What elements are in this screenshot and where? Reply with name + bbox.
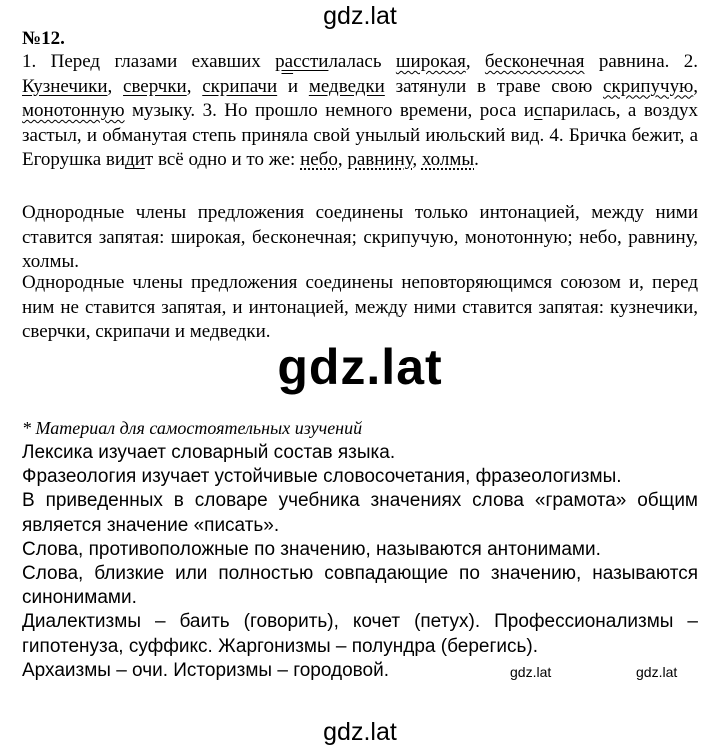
theory-line: Слова, противоположные по значению, называются антонимами. — [22, 538, 601, 560]
watermark-bottom: gdz.lat — [323, 718, 397, 746]
watermark-small-2: gdz.lat — [636, 664, 678, 680]
watermark-large: gdz.lat — [277, 339, 443, 395]
exercise-sentences: 1. Перед глазами ехавших расстилалась широкая, бесконечная равнина. 2. Кузнечики, сверчки, скрипачи и медведки затянули в траве свою скрипучую, монотонную музыку. 3. Но прошло немного времени, роса испарилась, а воздух застыл, и обманутая степь приняла свой унылый июльский вид. 4. Бричка бежит, а Егорушка видит всё одно и то же: небо, равнину, холмы. — [22, 51, 699, 171]
theory-line: Фразеология изучает устойчивые словосочетания, фразеологизмы. — [22, 466, 622, 488]
explanation-intonation: Однородные члены предложения соединены только интонацией, между ними ставится запятая: широкая, бесконечная; скрипучую, монотонную; небо, равнину, холмы. — [22, 202, 698, 273]
theory-line: Слова, близкие или полностью совпадающие по значению, называются синонимами. — [22, 563, 698, 609]
theory-line: Диалектизмы – баить (говорить), кочет (петух). Профессионализмы – гипотенуза, суффикс. Жаргонизмы – полундра (берегись). — [22, 611, 698, 657]
watermark-top: gdz.lat — [323, 2, 397, 30]
theory-line: В приведенных в словаре учебника значениях слова «грамота» общим является значение «писать». — [22, 490, 698, 536]
watermark-small-1: gdz.lat — [510, 664, 552, 680]
theory-block — [22, 441, 698, 683]
theory-line: Лексика изучает словарный состав языка. — [22, 442, 396, 463]
exercise-number: №12. — [22, 28, 65, 49]
theory-line: Архаизмы – очи. Историзмы – городовой. — [22, 659, 390, 681]
self-study-note: * Материал для самостоятельных изучений — [22, 418, 363, 438]
explanation-conjunction: Однородные члены предложения соединены неповторяющимся союзом и, перед ним не ставится запятая, и интонацией, между ними ставится запятая: кузнечики, сверчки, скрипачи и медведки. — [22, 272, 698, 343]
